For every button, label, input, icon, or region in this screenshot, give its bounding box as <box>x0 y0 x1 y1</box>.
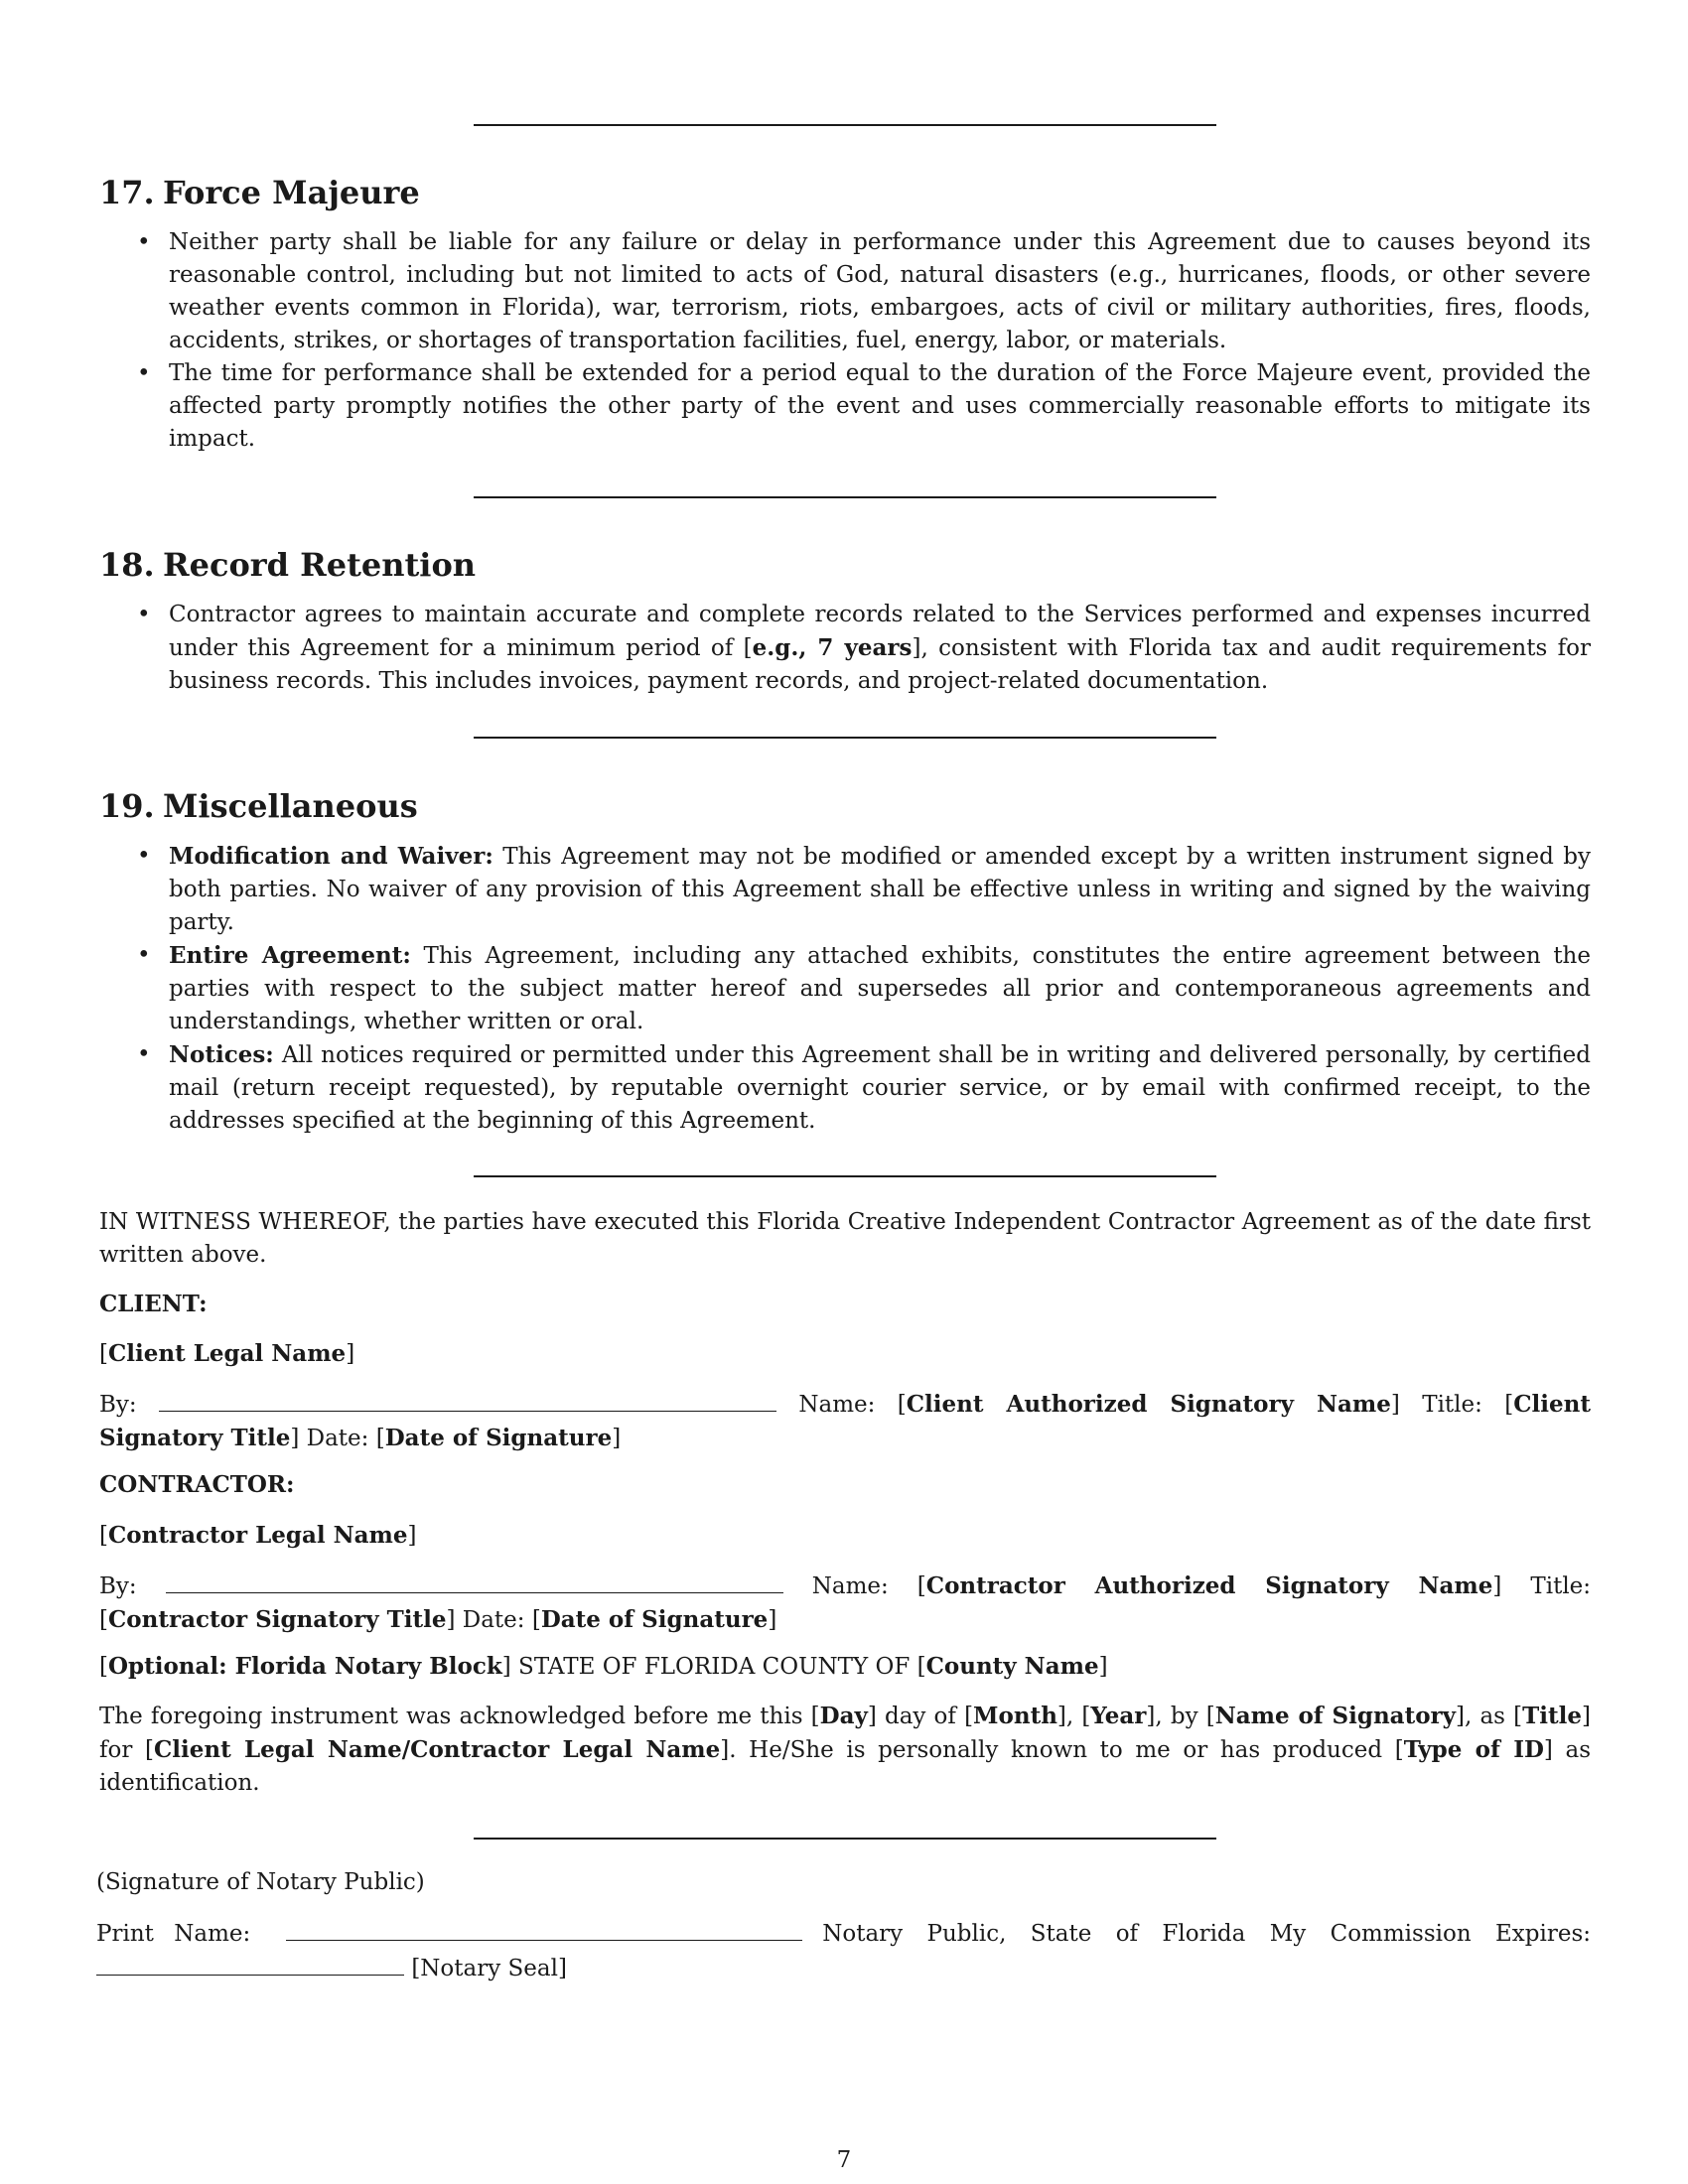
notary-seal: [Notary Seal] <box>411 1956 567 1981</box>
contractor-legal-name-value: Contractor Legal Name <box>107 1522 408 1549</box>
section-17-list <box>99 226 1591 456</box>
section-19-heading <box>99 786 418 826</box>
list-item <box>99 840 1591 939</box>
list-item-text: ], consistent with Florida tax and audit requirements for business records. This includes invoices, payment records, and project-related documentation. <box>169 635 1591 694</box>
name-label: Name: <box>811 1573 889 1599</box>
ack-party: Client Legal Name/Contractor Legal Name <box>153 1736 721 1763</box>
client-signatory-name: Client Authorized Signatory Name <box>906 1391 1391 1418</box>
notary-optional-label: Optional: Florida Notary Block <box>107 1653 502 1680</box>
contractor-signatory-name: Contractor Authorized Signatory Name <box>925 1572 1493 1599</box>
notary-signature-caption: (Signature of Notary Public) <box>96 1869 425 1895</box>
client-legal-name-value: Client Legal Name <box>107 1340 347 1367</box>
ack-month: Month <box>973 1703 1057 1729</box>
list-item: • The time for performance shall be extended for a period equal to the duration of the Force Majeure event, provided the affected party promptly notifies the other party of the event and uses commercially reasonable efforts to mitigate its impact. <box>99 357 1591 456</box>
contractor-signature-line[interactable] <box>166 1569 783 1593</box>
list-item <box>99 599 1591 698</box>
notary-block-heading: [Optional: Florida Notary Block] STATE OF FLORIDA COUNTY OF [County Name] <box>99 1653 1108 1680</box>
contractor-legal-name: [Contractor Legal Name] <box>99 1522 417 1549</box>
section-19-list <box>99 840 1591 1138</box>
ack-text: The foregoing instrument was acknowledged before me this <box>99 1704 811 1729</box>
name-label: Name: <box>798 1392 876 1418</box>
date-label: Date: <box>462 1607 525 1633</box>
section-title: Force Majeure <box>163 174 420 211</box>
notary-public-label: Notary Public, State of Florida My Commission Expires: <box>822 1921 1592 1947</box>
item-text: All notices required or permitted under this Agreement shall be in writing and delivered personally, by certified mail (return receipt requested), by reputable overnight courier service, or by email with confirmed receipt, to the addresses specified at the beginning of this Agreement. <box>169 1042 1591 1134</box>
notary-signature-line[interactable] <box>474 1838 1216 1840</box>
ack-text: , by <box>1155 1704 1206 1729</box>
item-label: Modification and Waiver: <box>169 843 493 870</box>
client-legal-name: [Client Legal Name] <box>99 1340 355 1367</box>
ack-text: , as <box>1465 1704 1514 1729</box>
item-text: This Agreement may not be modified or amended except by a written instrument signed by both parties. No waiver of any provision of this Agreement shall be effective unless in writing and signed by the waiving party. <box>169 844 1591 935</box>
page-number: 7 <box>836 2147 852 2173</box>
print-name-line[interactable] <box>286 1916 802 1941</box>
title-label: Title: <box>1422 1392 1482 1418</box>
print-name-label: Print Name: <box>96 1921 251 1947</box>
contractor-heading: CONTRACTOR: <box>99 1471 295 1498</box>
section-18-heading <box>99 545 476 585</box>
ack-text: . He/She is personally known to me or has produced <box>729 1737 1395 1763</box>
section-18-list <box>99 599 1591 698</box>
state-county-label: STATE OF FLORIDA COUNTY OF <box>510 1654 917 1680</box>
section-number: 17. <box>99 174 155 211</box>
client-heading: CLIENT: <box>99 1291 208 1317</box>
placeholder-value: e.g., 7 years <box>752 634 913 661</box>
section-17-heading <box>99 173 420 212</box>
client-signatory-title: Client Signatory Title <box>99 1391 1591 1451</box>
notary-print-name-block <box>96 1916 1591 1985</box>
section-divider <box>474 1175 1216 1177</box>
ack-text: day of <box>876 1704 965 1729</box>
item-label: Entire Agreement: <box>169 942 411 969</box>
list-item <box>99 939 1591 1038</box>
client-signature-block: By: Name: [Client Authorized Signatory Name] Title: [Client Signatory Title] Date: [Date of Signature] <box>99 1387 1591 1455</box>
section-number: 19. <box>99 787 155 825</box>
notary-acknowledgment: The foregoing instrument was acknowledged before me this [Day] day of [Month], [Year], by [Name of Signatory], as [Title] for [Client Legal Name/Contractor Legal Name]. He/She is personally known to me or has produced [Type of ID] as identification. <box>99 1703 1592 1796</box>
list-item: • Neither party shall be liable for any failure or delay in performance under this Agreement due to causes beyond its reasonable control, including but not limited to acts of God, natural disasters (e.g., hurricanes, floods, or other severe weather events common in Florida), war, terrorism, riots, embargoes, acts of civil or military authorities, fires, floods, accidents, strikes, or shortages of transportation facilities, fuel, energy, labor, or materials. <box>99 226 1591 357</box>
commission-expires-line[interactable] <box>96 1951 404 1976</box>
contractor-signatory-title: Contractor Signatory Title <box>107 1606 447 1633</box>
section-divider <box>474 124 1216 126</box>
title-label: Title: <box>1530 1573 1592 1599</box>
ack-day: Day <box>819 1703 868 1729</box>
by-label: By: <box>99 1573 137 1599</box>
section-divider <box>474 496 1216 498</box>
list-item-text: Contractor agrees to maintain accurate and complete records related to the Services performed and expenses incurred under this Agreement for a minimum period of [ <box>169 602 1591 661</box>
item-label: Notices: <box>169 1041 274 1068</box>
ack-text: for <box>99 1737 145 1763</box>
contractor-signature-date: Date of Signature <box>540 1606 769 1633</box>
section-title: Record Retention <box>163 546 477 584</box>
ack-text: as identification. <box>99 1737 1592 1796</box>
list-item <box>99 1038 1591 1138</box>
section-number: 18. <box>99 546 155 584</box>
witness-clause: IN WITNESS WHEREOF, the parties have executed this Florida Creative Independent Contractor Agreement as of the date first written above. <box>99 1209 1591 1268</box>
section-title: Miscellaneous <box>163 787 418 825</box>
client-signature-line[interactable] <box>159 1387 776 1412</box>
contractor-signature-block: By: Name: [Contractor Authorized Signatory Name] Title: [Contractor Signatory Title] Date: [Date of Signature] <box>99 1569 1591 1637</box>
client-signature-date: Date of Signature <box>384 1425 613 1451</box>
county-name: County Name <box>925 1653 1099 1680</box>
ack-title: Title <box>1522 1703 1582 1729</box>
section-divider <box>474 737 1216 739</box>
ack-year: Year <box>1090 1703 1147 1729</box>
ack-id-type: Type of ID <box>1403 1736 1544 1763</box>
ack-signatory: Name of Signatory <box>1214 1703 1457 1729</box>
item-text: This Agreement, including any attached exhibits, constitutes the entire agreement between the parties with respect to the subject matter hereof and supersedes all prior and contemporaneous agreements and understandings, whether written or oral. <box>169 943 1591 1034</box>
date-label: Date: <box>306 1426 369 1451</box>
by-label: By: <box>99 1392 137 1418</box>
